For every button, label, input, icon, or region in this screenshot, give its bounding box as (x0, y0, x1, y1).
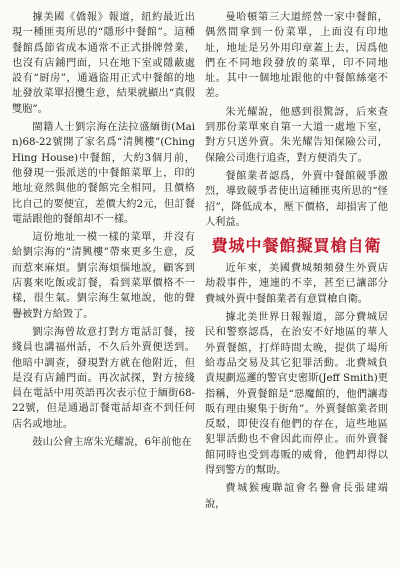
article-paragraph: 近年來，美國費城頻頻發生外賣店劫殺事件，連連的不幸，甚至已讓部分費城外賣中餐館業者有意買槍自衛。 (205, 263, 388, 305)
left-column (12, 10, 195, 562)
article-paragraph: 曼哈頓第三大道經營一家中餐館，偶然間拿到一份菜單，上面沒有印地址，地址是另外用印章蓋上去，因爲他們在不同地段發放的菜單，印不同地址。其中一個地址跟他的中餐館絲毫不差。 (205, 12, 388, 100)
article-paragraph: 鼓山公會主席朱光耀說，6年前他在 (32, 437, 192, 449)
article-paragraph: 費城猴瘦聯誼會名譽會長張建端說， (205, 483, 388, 510)
article-paragraph: 據北美世界日報報道，部分費城居民和警察認爲，在治安不好地區的華人外賣餐館，打烊時間太晚，提供了場所給毒品交易及其它犯罪活動。北費城負責規劃巡邏的警官史密斯(Jeff Smith)更指稱，外賣餐館是“惡魔館的，他們讓毒販有理由聚集于街角”。外賣餐館業者則反駁，即使沒有他們的存在，這些地區犯罪活動也不會因此而停止。而外賣餐館同時也受到毒販的威脅，他們却得以得到警方的幫助。 (205, 312, 388, 477)
article-headline: 費城中餐館擬買槍自衛 (211, 236, 382, 256)
article-paragraph: 閩籍人士劉宗海在法拉盛緬街(Main)68-22號開了家名爲“清興樓”(Ching Hing House)中餐館，大約3個月前，他發現一張派送的中餐館菜單上，印的地址竟然與他的餐館完全相同，且價格比自己的要便宜，差價大約2元，但訂餐電話跟他的餐館却不一樣。 (12, 122, 195, 225)
article-paragraph: 餐館業者認爲，外賣中餐館競爭激烈，導致競爭者使出這種匪夷所思的“怪招”，降低成本，壓下價格，却損害了他人利益。 (205, 170, 388, 228)
article-paragraph: 這份地址一模一樣的菜單，并沒有給劉宗海的“清興樓”帶來更多生意，反而惹來麻煩。劉宗海煩惱地說，顧客到店裏來吃飯或訂餐，看到菜單價格不一樣，很生氣。劉宗海生氣地說，他的聲譽被對方給毀了。 (12, 232, 195, 320)
article-paragraph: 朱光耀說，他感到很驚訝，后來查到那份菜單來自第一大道一處地下室，對方只送外賣。朱光耀告知保險公司，保險公司進行追查，對方便消失了。 (205, 106, 388, 164)
article-paragraph: 劉宗海曾故意打對方電話訂餐，接綫員也講福州話，不久后外賣便送到。他暗中調查，發現對方就在他附近，但是沒有店鋪門面。再次試探，對方接綫員在電話中用英語再次表示位于緬街68-22號，但是通過訂餐電話却查不到任何店名或地址。 (12, 326, 195, 430)
newspaper-page (12, 10, 388, 562)
right-column (205, 10, 388, 562)
article-paragraph: 據美國《僑報》報道，紐約最近出現一種匪夷所思的“隱形中餐館”。這種餐館爲節省成本通常不正式掛牌營業，也沒有店鋪門面，只在地下室或隱蔽處設有“厨房”，通過盜用正式中餐館的地址發放菜單招攬生意，結果就顯出“真假雙胞”。 (12, 12, 195, 115)
